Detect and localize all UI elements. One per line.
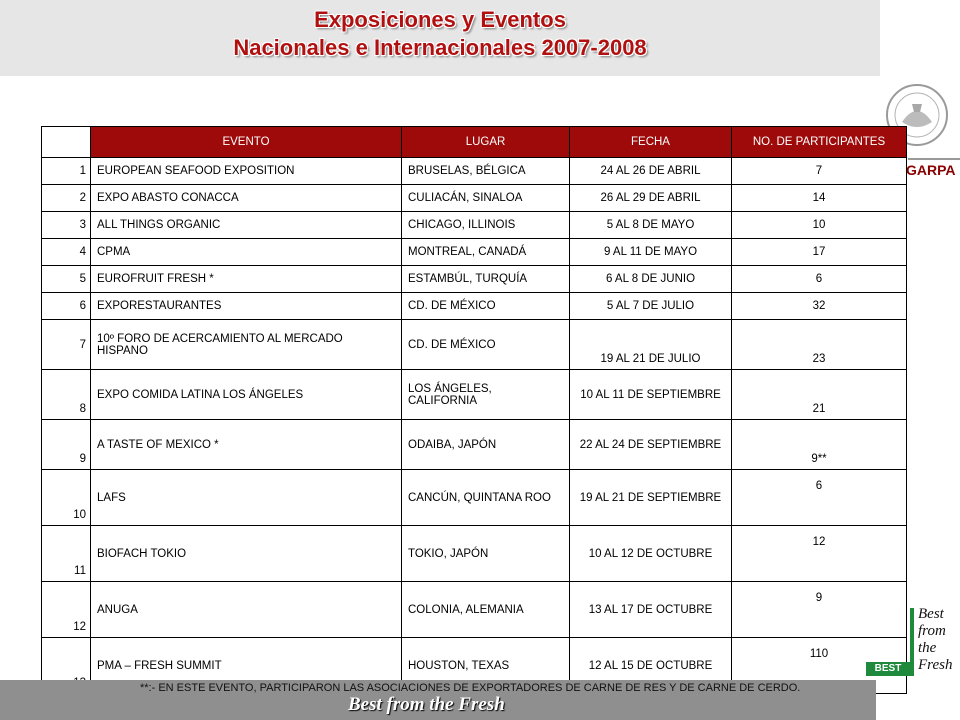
page-title-line1: Exposiciones y Eventos bbox=[314, 7, 566, 32]
logo-word: the bbox=[918, 640, 937, 656]
table-row bbox=[42, 582, 907, 638]
logo-best-badge: BEST bbox=[866, 662, 910, 676]
header-cell-fecha: FECHA bbox=[570, 127, 732, 158]
row-lugar: ESTAMBÚL, TURQUÍA bbox=[402, 266, 570, 293]
row-number: 1 bbox=[42, 158, 91, 185]
row-participantes: 21 bbox=[732, 370, 907, 420]
row-fecha: 9 AL 11 DE MAYO bbox=[570, 239, 732, 266]
table-row bbox=[42, 185, 907, 212]
row-lugar: CANCÚN, QUINTANA ROO bbox=[402, 470, 570, 526]
row-number: 2 bbox=[42, 185, 91, 212]
row-lugar: MONTREAL, CANADÁ bbox=[402, 239, 570, 266]
row-evento: A TASTE OF MEXICO * bbox=[91, 420, 402, 470]
table-row bbox=[42, 212, 907, 239]
row-evento: EXPO ABASTO CONACCA bbox=[91, 185, 402, 212]
row-number: 3 bbox=[42, 212, 91, 239]
table-row bbox=[42, 420, 907, 470]
row-evento: ANUGA bbox=[91, 582, 402, 638]
row-number: 6 bbox=[42, 293, 91, 320]
logo-green-bar bbox=[910, 608, 914, 676]
table-row bbox=[42, 239, 907, 266]
row-participantes: 14 bbox=[732, 185, 907, 212]
row-participantes: 12 bbox=[732, 526, 907, 582]
row-number: 9 bbox=[42, 420, 91, 470]
footer-brand-text: Best from the Fresh bbox=[348, 694, 505, 715]
row-participantes: 9** bbox=[732, 420, 907, 470]
row-evento: EUROPEAN SEAFOOD EXPOSITION bbox=[91, 158, 402, 185]
row-fecha: 13 AL 17 DE OCTUBRE bbox=[570, 582, 732, 638]
row-participantes: 9 bbox=[732, 582, 907, 638]
row-lugar: LOS ÁNGELES, CALIFORNIA bbox=[402, 370, 570, 420]
row-fecha: 6 AL 8 DE JUNIO bbox=[570, 266, 732, 293]
header-cell-lugar: LUGAR bbox=[402, 127, 570, 158]
row-lugar: HOUSTON, TEXAS bbox=[402, 638, 570, 694]
row-number: 8 bbox=[42, 370, 91, 420]
row-participantes: 23 bbox=[732, 320, 907, 370]
header-cell-participantes: NO. DE PARTICIPANTES bbox=[732, 127, 907, 158]
row-participantes: 6 bbox=[732, 266, 907, 293]
row-participantes: 17 bbox=[732, 239, 907, 266]
row-number: 7 bbox=[42, 320, 91, 370]
table-header-row bbox=[42, 127, 907, 158]
row-participantes: 32 bbox=[732, 293, 907, 320]
logo-word: from bbox=[918, 623, 946, 639]
row-participantes: 10 bbox=[732, 212, 907, 239]
header-cell-number bbox=[42, 127, 91, 158]
row-lugar: ODAIBA, JAPÓN bbox=[402, 420, 570, 470]
row-lugar: COLONIA, ALEMANIA bbox=[402, 582, 570, 638]
row-lugar: TOKIO, JAPÓN bbox=[402, 526, 570, 582]
row-fecha: 19 AL 21 DE JULIO bbox=[570, 320, 732, 370]
row-evento: EUROFRUIT FRESH * bbox=[91, 266, 402, 293]
row-number: 5 bbox=[42, 266, 91, 293]
row-number: 12 bbox=[42, 582, 91, 638]
row-participantes: 110 bbox=[732, 638, 907, 694]
row-evento: 10º FORO DE ACERCAMIENTO AL MERCADO HISPANO bbox=[91, 320, 402, 370]
row-fecha: 19 AL 21 DE SEPTIEMBRE bbox=[570, 470, 732, 526]
row-lugar: CD. DE MÉXICO bbox=[402, 320, 570, 370]
header-cell-evento: EVENTO bbox=[91, 127, 402, 158]
row-participantes: 6 bbox=[732, 470, 907, 526]
table-row bbox=[42, 370, 907, 420]
row-fecha: 5 AL 8 DE MAYO bbox=[570, 212, 732, 239]
table-row bbox=[42, 158, 907, 185]
row-evento: PMA – FRESH SUMMIT bbox=[91, 638, 402, 694]
table-row bbox=[42, 470, 907, 526]
row-fecha: 24 AL 26 DE ABRIL bbox=[570, 158, 732, 185]
events-table bbox=[41, 126, 907, 694]
row-evento: ALL THINGS ORGANIC bbox=[91, 212, 402, 239]
row-lugar: CD. DE MÉXICO bbox=[402, 293, 570, 320]
footnote: **:- EN ESTE EVENTO, PARTICIPARON LAS ASOCIACIONES DE EXPORTADORES DE CARNE DE RES Y DE CARNE DE CERDO. bbox=[140, 682, 801, 694]
row-participantes: 7 bbox=[732, 158, 907, 185]
row-lugar: CHICAGO, ILLINOIS bbox=[402, 212, 570, 239]
sidebar-divider bbox=[908, 158, 960, 160]
row-evento: BIOFACH TOKIO bbox=[91, 526, 402, 582]
table-row bbox=[42, 266, 907, 293]
row-fecha: 12 AL 15 DE OCTUBRE bbox=[570, 638, 732, 694]
row-evento: EXPORESTAURANTES bbox=[91, 293, 402, 320]
row-number: 11 bbox=[42, 526, 91, 582]
page-title-line2: Nacionales e Internacionales 2007-2008 bbox=[233, 35, 647, 60]
table-row bbox=[42, 320, 907, 370]
row-fecha: 22 AL 24 DE SEPTIEMBRE bbox=[570, 420, 732, 470]
sidebar-label: GARPA bbox=[906, 162, 956, 178]
row-fecha: 10 AL 11 DE SEPTIEMBRE bbox=[570, 370, 732, 420]
row-evento: CPMA bbox=[91, 239, 402, 266]
page-title bbox=[0, 6, 880, 62]
logo-word: Best bbox=[918, 606, 944, 622]
logo-words bbox=[918, 606, 952, 674]
row-fecha: 10 AL 12 DE OCTUBRE bbox=[570, 526, 732, 582]
row-evento: LAFS bbox=[91, 470, 402, 526]
row-evento: EXPO COMIDA LATINA LOS ÁNGELES bbox=[91, 370, 402, 420]
row-number: 10 bbox=[42, 470, 91, 526]
row-lugar: BRUSELAS, BÉLGICA bbox=[402, 158, 570, 185]
table-row bbox=[42, 293, 907, 320]
row-lugar: CULIACÁN, SINALOA bbox=[402, 185, 570, 212]
row-fecha: 26 AL 29 DE ABRIL bbox=[570, 185, 732, 212]
table-row bbox=[42, 526, 907, 582]
logo-word: Fresh bbox=[918, 657, 953, 673]
row-number: 4 bbox=[42, 239, 91, 266]
row-fecha: 5 AL 7 DE JULIO bbox=[570, 293, 732, 320]
